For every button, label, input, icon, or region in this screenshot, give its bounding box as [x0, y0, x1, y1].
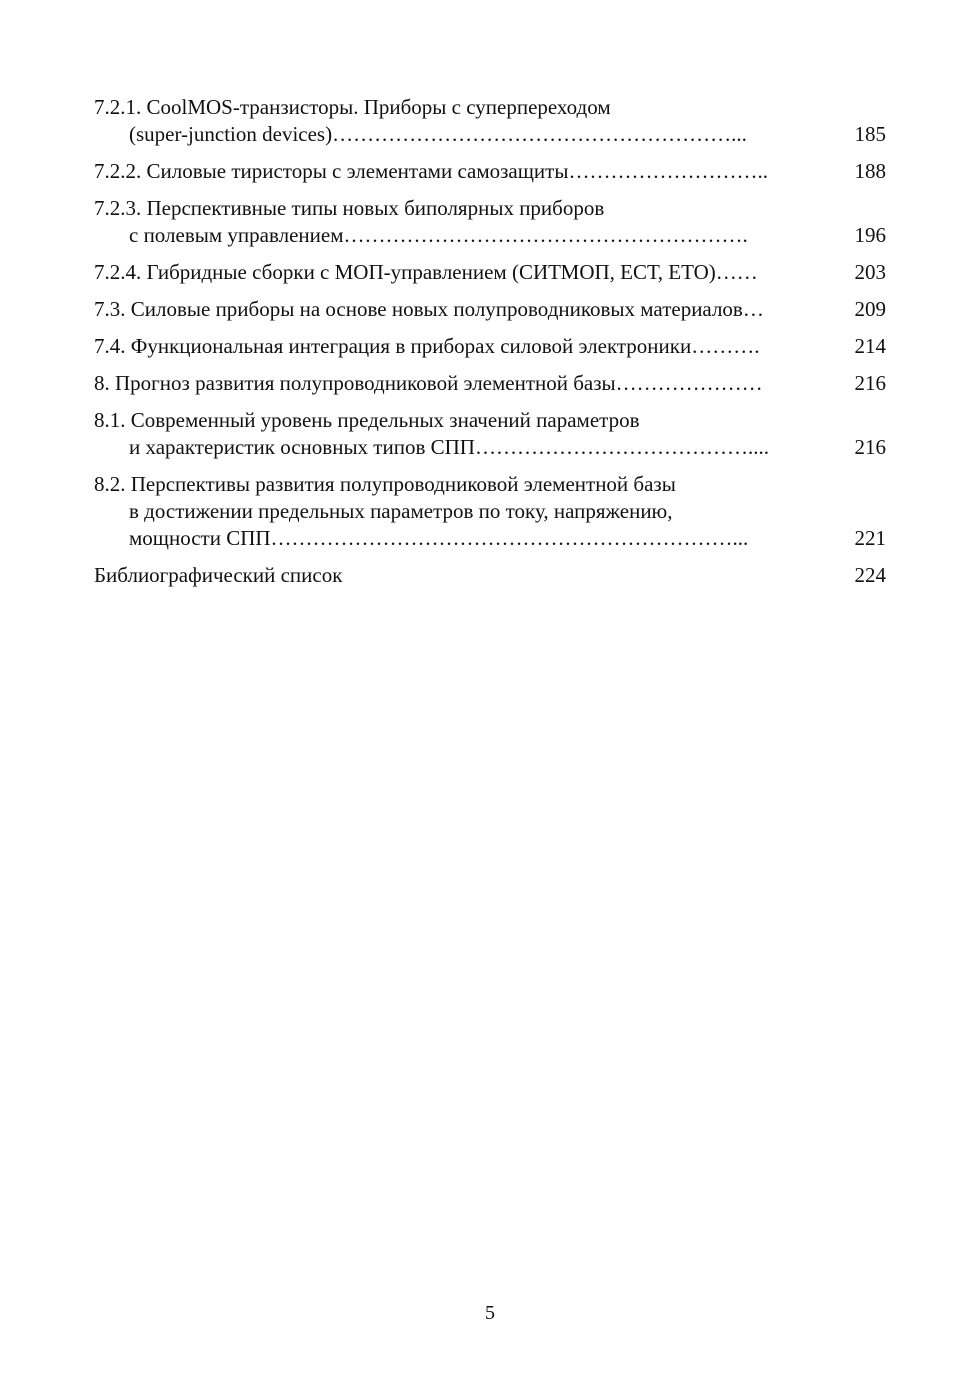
toc-page-number: 221 — [854, 526, 886, 550]
toc-entry-title: Библиографический список — [94, 563, 343, 587]
toc-entry-7-2-3 — [94, 195, 886, 249]
toc-entry-8-2 — [94, 471, 886, 552]
toc-page-number: 216 — [854, 435, 886, 459]
toc-entry-title: 7.2.4. Гибридные сборки с МОП-управлением (СИТМОП, ЕСТ, ЕТО)…… — [94, 260, 758, 284]
toc-entry-title: 7.3. Силовые приборы на основе новых полупроводниковых материалов… — [94, 297, 764, 321]
toc-page-number: 188 — [854, 159, 886, 183]
toc-entry-title: 7.2.2. Силовые тиристоры с элементами самозащиты……………………….. — [94, 159, 768, 183]
toc-page-number: 203 — [854, 260, 886, 284]
toc-entry-title-continued: (super-junction devices)…………………………………………………... — [129, 122, 747, 146]
toc-entry-title: 7.2.1. CoolMOS-транзисторы. Приборы с суперпереходом — [94, 95, 611, 119]
toc-entry-title: 7.2.3. Перспективные типы новых биполярных приборов — [94, 196, 605, 220]
toc-entry-title: 8.2. Перспективы развития полупроводниковой элементной базы — [94, 472, 676, 496]
toc-page-number: 224 — [854, 563, 886, 587]
toc-page-number: 185 — [854, 122, 886, 146]
toc-page-number: 216 — [854, 371, 886, 395]
toc-entry-7-2-1 — [94, 94, 886, 148]
toc-entry-7-2-2 — [94, 158, 886, 185]
table-of-contents — [94, 94, 886, 599]
toc-entry-8-1 — [94, 407, 886, 461]
toc-entry-title-continued: с полевым управлением…………………………………………………. — [129, 223, 748, 247]
toc-entry-8 — [94, 370, 886, 397]
toc-entry-title: 8.1. Современный уровень предельных значений параметров — [94, 408, 640, 432]
toc-page-number: 209 — [854, 297, 886, 321]
toc-entry-bibliography — [94, 562, 886, 589]
page-number-footer: 5 — [485, 1302, 495, 1324]
toc-entry-7-4 — [94, 333, 886, 360]
toc-page-number: 214 — [854, 334, 886, 358]
toc-entry-title: 8. Прогноз развития полупроводниковой элементной базы………………… — [94, 371, 763, 395]
toc-entry-title: 7.4. Функциональная интеграция в приборах силовой электроники………. — [94, 334, 760, 358]
toc-entry-7-3 — [94, 296, 886, 323]
toc-entry-title-continued: мощности СПП…………………………………………………………... — [129, 526, 749, 550]
toc-entry-title-continued: и характеристик основных типов СПП………………………………….... — [129, 435, 769, 459]
toc-entry-title-continued: в достижении предельных параметров по току, напряжению, — [129, 499, 673, 523]
toc-page-number: 196 — [854, 223, 886, 247]
toc-entry-7-2-4 — [94, 259, 886, 286]
